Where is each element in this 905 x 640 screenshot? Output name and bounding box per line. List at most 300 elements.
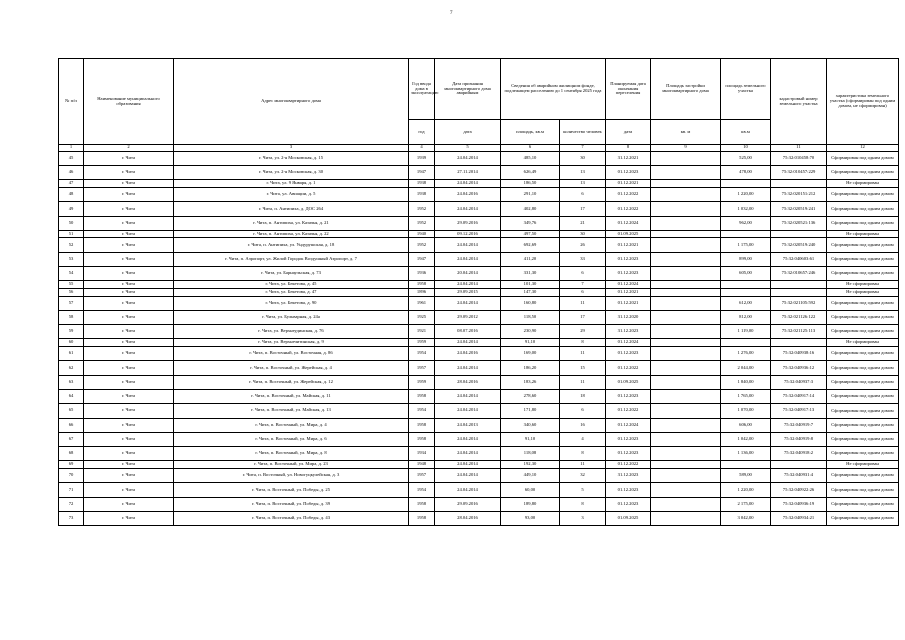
land-area-cell: 1 220,00	[721, 187, 771, 201]
row-number: 73	[59, 511, 84, 525]
column-number: 3	[174, 145, 409, 152]
land-area-cell: 605,00	[721, 267, 771, 281]
land-characteristic-cell: Сформирован под одним домом	[827, 418, 899, 432]
year-cell: 1938	[409, 180, 435, 188]
subheader-plan-date: дата	[606, 120, 651, 145]
land-area-cell: 2 044,00	[721, 361, 771, 375]
address-cell: г. Чита, п. Восточный, ул. Мира, д. 23	[174, 461, 409, 469]
table-row	[59, 418, 899, 432]
table-row	[59, 180, 899, 188]
land-characteristic-cell: Сформирован под одним домом	[827, 325, 899, 339]
municipality-cell: г. Чита	[84, 461, 174, 469]
recognition-date-cell: 24.04.2014	[435, 202, 501, 216]
land-characteristic-cell: Сформирован под одним домом	[827, 296, 899, 310]
building-area-cell	[651, 187, 721, 201]
area-cell: 160,80	[501, 296, 560, 310]
year-cell: 1957	[409, 361, 435, 375]
row-number: 50	[59, 216, 84, 230]
land-characteristic-cell: Сформирован под одним домом	[827, 447, 899, 461]
recognition-date-cell: 24.04.2014	[435, 404, 501, 418]
area-cell: 192,30	[501, 461, 560, 469]
land-area-cell: 1 070,00	[721, 404, 771, 418]
recognition-date-cell: 27.11.2014	[435, 166, 501, 180]
year-cell: 1934	[409, 447, 435, 461]
area-cell: 449,10	[501, 469, 560, 483]
year-cell: 1936	[409, 267, 435, 281]
building-area-cell	[651, 288, 721, 296]
building-area-cell	[651, 238, 721, 252]
area-cell: 402,80	[501, 202, 560, 216]
planned-date-cell: 01.12.2023	[606, 347, 651, 361]
area-cell: 93,00	[501, 511, 560, 525]
row-number: 67	[59, 432, 84, 446]
people-cell: 4	[560, 432, 606, 446]
area-cell: 278,60	[501, 389, 560, 403]
land-characteristic-cell: Сформирован под одним домом	[827, 347, 899, 361]
address-cell: г. Чита, п. Восточный, ул. Мира, д. 6	[174, 432, 409, 446]
building-area-cell	[651, 281, 721, 289]
planned-date-cell: 31.12.2023	[606, 469, 651, 483]
column-number: 6	[501, 145, 560, 152]
land-characteristic-cell: Не сформирован	[827, 288, 899, 296]
building-area-cell	[651, 511, 721, 525]
building-area-cell	[651, 310, 721, 324]
people-cell: 6	[560, 404, 606, 418]
row-number: 68	[59, 447, 84, 461]
cadastral-number-cell: 75:32:040917:14	[771, 389, 827, 403]
table-row	[59, 252, 899, 266]
recognition-date-cell: 24.04.2014	[435, 339, 501, 347]
row-number: 46	[59, 166, 84, 180]
land-characteristic-cell: Сформирован под одним домом	[827, 187, 899, 201]
column-number: 8	[606, 145, 651, 152]
municipality-cell: г. Чита	[84, 483, 174, 497]
address-cell: г. Чита, п. Антипиха, ул. Ундурушская, д. 18	[174, 238, 409, 252]
subheader-date: дата	[435, 120, 501, 145]
recognition-date-cell: 24.04.2014	[435, 180, 501, 188]
building-area-cell	[651, 469, 721, 483]
address-cell: г. Чита, п. Восточный, ул. Майская, д. 11	[174, 389, 409, 403]
recognition-date-cell: 24.04.2014	[435, 483, 501, 497]
column-number: 5	[435, 145, 501, 152]
table-row	[59, 347, 899, 361]
building-area-cell	[651, 166, 721, 180]
people-cell: 11	[560, 375, 606, 389]
municipality-cell: г. Чита	[84, 238, 174, 252]
year-cell: 1954	[409, 404, 435, 418]
recognition-date-cell: 29.09.2016	[435, 497, 501, 511]
planned-date-cell: 01.12.2021	[606, 180, 651, 188]
table-row	[59, 339, 899, 347]
land-characteristic-cell: Сформирован под одним домом	[827, 202, 899, 216]
municipality-cell: г. Чита	[84, 310, 174, 324]
column-number: 7	[560, 145, 606, 152]
area-cell: 485,10	[501, 151, 560, 165]
land-characteristic-cell: Сформирован под одним домом	[827, 497, 899, 511]
header-recognition-date: Дата признания многоквартирного дома аварийным	[435, 59, 501, 120]
land-area-cell: 1 276,00	[721, 347, 771, 361]
planned-date-cell: 01.12.2023	[606, 166, 651, 180]
cadastral-number-cell: 75:32:040936:19	[771, 497, 827, 511]
address-cell: г. Чита, ул. Бекетова, д. 90	[174, 296, 409, 310]
land-characteristic-cell: Сформирован под одним домом	[827, 432, 899, 446]
municipality-cell: г. Чита	[84, 151, 174, 165]
people-cell: 33	[560, 252, 606, 266]
table-row	[59, 166, 899, 180]
year-cell: 1925	[409, 310, 435, 324]
municipality-cell: г. Чита	[84, 288, 174, 296]
land-characteristic-cell: Сформирован под одним домом	[827, 361, 899, 375]
people-cell: 6	[560, 187, 606, 201]
year-cell: 1938	[409, 187, 435, 201]
people-cell: 6	[560, 288, 606, 296]
people-cell: 8	[560, 497, 606, 511]
table-row	[59, 447, 899, 461]
cadastral-number-cell: 75:32:040917:13	[771, 404, 827, 418]
building-area-cell	[651, 267, 721, 281]
land-area-cell: 812,00	[721, 310, 771, 324]
planned-date-cell: 01.09.2025	[606, 375, 651, 389]
planned-date-cell: 01.12.2022	[606, 461, 651, 469]
cadastral-number-cell: 75:32:020151:212	[771, 187, 827, 201]
land-area-cell: 1 765,00	[721, 389, 771, 403]
municipality-cell: г. Чита	[84, 202, 174, 216]
land-characteristic-cell: Сформирован под одним домом	[827, 166, 899, 180]
cadastral-number-cell: 75:32:040919:7	[771, 418, 827, 432]
recognition-date-cell: 20.04.2014	[435, 267, 501, 281]
row-number: 58	[59, 310, 84, 324]
planned-date-cell: 01.09.2025	[606, 511, 651, 525]
year-cell: 1940	[409, 230, 435, 238]
people-cell: 8	[560, 339, 606, 347]
land-area-cell	[721, 288, 771, 296]
header-building-area: Площадь застройки многоквартирного дома	[651, 59, 721, 120]
area-cell: 626,49	[501, 166, 560, 180]
row-number: 49	[59, 202, 84, 216]
table-row	[59, 281, 899, 289]
building-area-cell	[651, 230, 721, 238]
year-cell: 1952	[409, 216, 435, 230]
column-number: 9	[651, 145, 721, 152]
area-cell: 118,50	[501, 310, 560, 324]
recognition-date-cell: 24.04.2014	[435, 151, 501, 165]
area-cell: 171,80	[501, 404, 560, 418]
year-cell: 1954	[409, 483, 435, 497]
table-row	[59, 469, 899, 483]
emergency-housing-table	[58, 58, 899, 526]
header-municipality: Наименование муниципального образования	[84, 59, 174, 145]
cadastral-number-cell: 75:32:010657:246	[771, 267, 827, 281]
year-cell: 1958	[409, 511, 435, 525]
area-cell: 349,76	[501, 216, 560, 230]
planned-date-cell: 31.12.2023	[606, 325, 651, 339]
planned-date-cell: 01.09.2025	[606, 230, 651, 238]
header-cadastral: кадастровый номер земельного участка	[771, 59, 827, 145]
building-area-cell	[651, 461, 721, 469]
table-row	[59, 187, 899, 201]
building-area-cell	[651, 296, 721, 310]
area-cell: 230,90	[501, 325, 560, 339]
cadastral-number-cell: 75:32:040603:61	[771, 252, 827, 266]
table-row	[59, 325, 899, 339]
row-number: 57	[59, 296, 84, 310]
row-number: 56	[59, 288, 84, 296]
land-characteristic-cell: Сформирован под одним домом	[827, 469, 899, 483]
cadastral-number-cell: 75:32:020519:241	[771, 202, 827, 216]
cadastral-number-cell: 75:32:040934:21	[771, 511, 827, 525]
area-cell: 692,69	[501, 238, 560, 252]
building-area-cell	[651, 447, 721, 461]
cadastral-number-cell: 75:32:040936:12	[771, 361, 827, 375]
planned-date-cell: 31.12.2020	[606, 310, 651, 324]
municipality-cell: г. Чита	[84, 497, 174, 511]
planned-date-cell: 01.12.2023	[606, 252, 651, 266]
land-area-cell: 525,00	[721, 151, 771, 165]
land-area-cell	[721, 281, 771, 289]
area-cell: 291,10	[501, 187, 560, 201]
row-number: 63	[59, 375, 84, 389]
address-cell: г. Чита, п. Восточный, ул. Майская, д. 13	[174, 404, 409, 418]
area-cell: 411,20	[501, 252, 560, 266]
header-address: Адрес многоквартирного дома	[174, 59, 409, 145]
cadastral-number-cell: 75:32:020521:136	[771, 216, 827, 230]
municipality-cell: г. Чита	[84, 447, 174, 461]
people-cell: 32	[560, 469, 606, 483]
year-cell: 1896	[409, 288, 435, 296]
address-cell: г. Чита, п. Антипиха, ул. Казачья, д. 22	[174, 230, 409, 238]
address-cell: г. Чита, ул. Бекетова, д. 45	[174, 281, 409, 289]
land-area-cell: 1 220,00	[721, 483, 771, 497]
land-area-cell: 962,00	[721, 216, 771, 230]
area-cell: 91,10	[501, 339, 560, 347]
municipality-cell: г. Чита	[84, 418, 174, 432]
recognition-date-cell: 09.12.2016	[435, 230, 501, 238]
cadastral-number-cell	[771, 230, 827, 238]
people-cell: 30	[560, 151, 606, 165]
year-cell: 1959	[409, 339, 435, 347]
land-characteristic-cell: Сформирован под одним домом	[827, 267, 899, 281]
recognition-date-cell: 24.04.2014	[435, 296, 501, 310]
municipality-cell: г. Чита	[84, 325, 174, 339]
recognition-date-cell: 08.07.2016	[435, 325, 501, 339]
land-area-cell	[721, 461, 771, 469]
cadastral-number-cell: 75:32:010458:70	[771, 151, 827, 165]
people-cell: 15	[560, 361, 606, 375]
municipality-cell: г. Чита	[84, 187, 174, 201]
land-area-cell: 1 119,00	[721, 325, 771, 339]
address-cell: г. Чита, п. Восточный, ул. Новогуцкулейская, д. 3	[174, 469, 409, 483]
cadastral-number-cell: 75:32:020519:240	[771, 238, 827, 252]
building-area-cell	[651, 151, 721, 165]
address-cell: г. Чита, ул. Верхнеудинская, д. 76	[174, 325, 409, 339]
building-area-cell	[651, 404, 721, 418]
people-cell: 17	[560, 202, 606, 216]
recognition-date-cell: 24.04.2014	[435, 432, 501, 446]
table-row	[59, 361, 899, 375]
planned-date-cell: 01.12.2023	[606, 483, 651, 497]
building-area-cell	[651, 180, 721, 188]
municipality-cell: г. Чита	[84, 252, 174, 266]
municipality-cell: г. Чита	[84, 469, 174, 483]
people-cell: 3	[560, 511, 606, 525]
subheader-area: площадь, кв.м	[501, 120, 560, 145]
land-area-cell	[721, 180, 771, 188]
planned-date-cell: 01.12.2022	[606, 187, 651, 201]
building-area-cell	[651, 483, 721, 497]
row-number: 45	[59, 151, 84, 165]
table-row	[59, 202, 899, 216]
table-row	[59, 267, 899, 281]
address-cell: г. Чита, ул. 2-я Московская, д. 30	[174, 166, 409, 180]
subheader-land-sqm: кв.м	[721, 120, 771, 145]
area-cell: 497,50	[501, 230, 560, 238]
area-cell: 147,30	[501, 288, 560, 296]
recognition-date-cell: 24.04.2014	[435, 238, 501, 252]
people-cell: 11	[560, 347, 606, 361]
subheader-people: количество человек	[560, 120, 606, 145]
table-row	[59, 497, 899, 511]
municipality-cell: г. Чита	[84, 432, 174, 446]
people-cell: 13	[560, 180, 606, 188]
area-cell: 118,08	[501, 447, 560, 461]
address-cell: г. Чита, п. Восточный, ул. Победы, д. 39	[174, 497, 409, 511]
year-cell: 1959	[409, 375, 435, 389]
land-characteristic-cell: Сформирован под одним домом	[827, 389, 899, 403]
land-characteristic-cell: Сформирован под одним домом	[827, 216, 899, 230]
row-number: 48	[59, 187, 84, 201]
year-cell: 1961	[409, 296, 435, 310]
planned-date-cell: 01.12.2023	[606, 447, 651, 461]
year-cell: 1939	[409, 151, 435, 165]
year-cell: 1947	[409, 166, 435, 180]
planned-date-cell: 01.12.2024	[606, 339, 651, 347]
planned-date-cell: 31.12.2021	[606, 151, 651, 165]
address-cell: г. Чита, ул. Бульварная, д. 24а	[174, 310, 409, 324]
municipality-cell: г. Чита	[84, 511, 174, 525]
municipality-cell: г. Чита	[84, 389, 174, 403]
planned-date-cell: 01.12.2022	[606, 361, 651, 375]
subheader-year: год	[409, 120, 435, 145]
table-row	[59, 238, 899, 252]
land-characteristic-cell: Не сформирован	[827, 461, 899, 469]
address-cell: г. Чита, ул. Барнаульская, д. 73	[174, 267, 409, 281]
building-area-cell	[651, 339, 721, 347]
cadastral-number-cell	[771, 288, 827, 296]
table-row	[59, 310, 899, 324]
recognition-date-cell: 28.04.2016	[435, 375, 501, 389]
people-cell: 30	[560, 230, 606, 238]
people-cell: 11	[560, 461, 606, 469]
land-area-cell: 1 175,00	[721, 238, 771, 252]
land-characteristic-cell: Не сформирован	[827, 339, 899, 347]
year-cell: 1952	[409, 202, 435, 216]
building-area-cell	[651, 202, 721, 216]
table-row	[59, 230, 899, 238]
land-characteristic-cell: Сформирован под одним домом	[827, 375, 899, 389]
column-number: 2	[84, 145, 174, 152]
planned-date-cell: 01.12.2023	[606, 267, 651, 281]
building-area-cell	[651, 497, 721, 511]
recognition-date-cell: 24.04.2014	[435, 389, 501, 403]
people-cell: 17	[560, 310, 606, 324]
table-row	[59, 389, 899, 403]
building-area-cell	[651, 216, 721, 230]
land-characteristic-cell: Сформирован под одним домом	[827, 483, 899, 497]
table-row	[59, 432, 899, 446]
people-cell: 6	[560, 267, 606, 281]
planned-date-cell: 01.12.2021	[606, 296, 651, 310]
address-cell: г. Чита, п. Восточный, ул. Восточная, д. 86	[174, 347, 409, 361]
cadastral-number-cell: 75:32:040937:3	[771, 375, 827, 389]
people-cell: 26	[560, 238, 606, 252]
subheader-building-sqm: кв. м	[651, 120, 721, 145]
building-area-cell	[651, 418, 721, 432]
planned-date-cell: 01.12.2021	[606, 238, 651, 252]
municipality-cell: г. Чита	[84, 216, 174, 230]
year-cell: 1958	[409, 418, 435, 432]
table-row	[59, 375, 899, 389]
municipality-cell: г. Чита	[84, 361, 174, 375]
table-row	[59, 404, 899, 418]
cadastral-number-cell: 75:32:021105:592	[771, 296, 827, 310]
address-cell: г. Чита, п. Восточный, ул. Жерейская, д. 4	[174, 361, 409, 375]
row-number: 72	[59, 497, 84, 511]
planned-date-cell: 01.12.2022	[606, 404, 651, 418]
building-area-cell	[651, 361, 721, 375]
address-cell: г. Чита, ул. Бекетова, д. 47	[174, 288, 409, 296]
column-number: 10	[721, 145, 771, 152]
header-year-built: Год ввода дома в эксплуатацию	[409, 59, 435, 120]
municipality-cell: г. Чита	[84, 375, 174, 389]
area-cell: 186,50	[501, 180, 560, 188]
year-cell: 1947	[409, 252, 435, 266]
people-cell: 13	[560, 166, 606, 180]
row-number: 70	[59, 469, 84, 483]
land-area-cell: 1 136,00	[721, 447, 771, 461]
table-row	[59, 511, 899, 525]
land-area-cell: 589,00	[721, 469, 771, 483]
land-area-cell: 1 032,00	[721, 202, 771, 216]
area-cell: 60,00	[501, 483, 560, 497]
cadastral-number-cell: 75:32:040918:2	[771, 447, 827, 461]
municipality-cell: г. Чита	[84, 180, 174, 188]
cadastral-number-cell: 75:32:040938:16	[771, 347, 827, 361]
table-row	[59, 483, 899, 497]
row-number: 54	[59, 267, 84, 281]
row-number: 51	[59, 230, 84, 238]
land-area-cell	[721, 230, 771, 238]
land-area-cell: 606,00	[721, 418, 771, 432]
land-characteristic-cell: Сформирован под одним домом	[827, 151, 899, 165]
cadastral-number-cell: 75:32:040919:8	[771, 432, 827, 446]
people-cell: 8	[560, 447, 606, 461]
address-cell: г. Чита, п. Восточный, ул. Мира, д. 8	[174, 447, 409, 461]
column-number: 12	[827, 145, 899, 152]
row-number: 60	[59, 339, 84, 347]
cadastral-number-cell: 75:32:040922:26	[771, 483, 827, 497]
building-area-cell	[651, 252, 721, 266]
address-cell: г. Чита, ул. 2-я Московская, д. 15	[174, 151, 409, 165]
row-number: 69	[59, 461, 84, 469]
area-cell: 183,26	[501, 375, 560, 389]
cadastral-number-cell	[771, 180, 827, 188]
planned-date-cell: 01.12.2023	[606, 389, 651, 403]
planned-date-cell: 01.12.2023	[606, 497, 651, 511]
row-number: 64	[59, 389, 84, 403]
table-row	[59, 461, 899, 469]
year-cell: 1958	[409, 389, 435, 403]
people-cell: 29	[560, 325, 606, 339]
